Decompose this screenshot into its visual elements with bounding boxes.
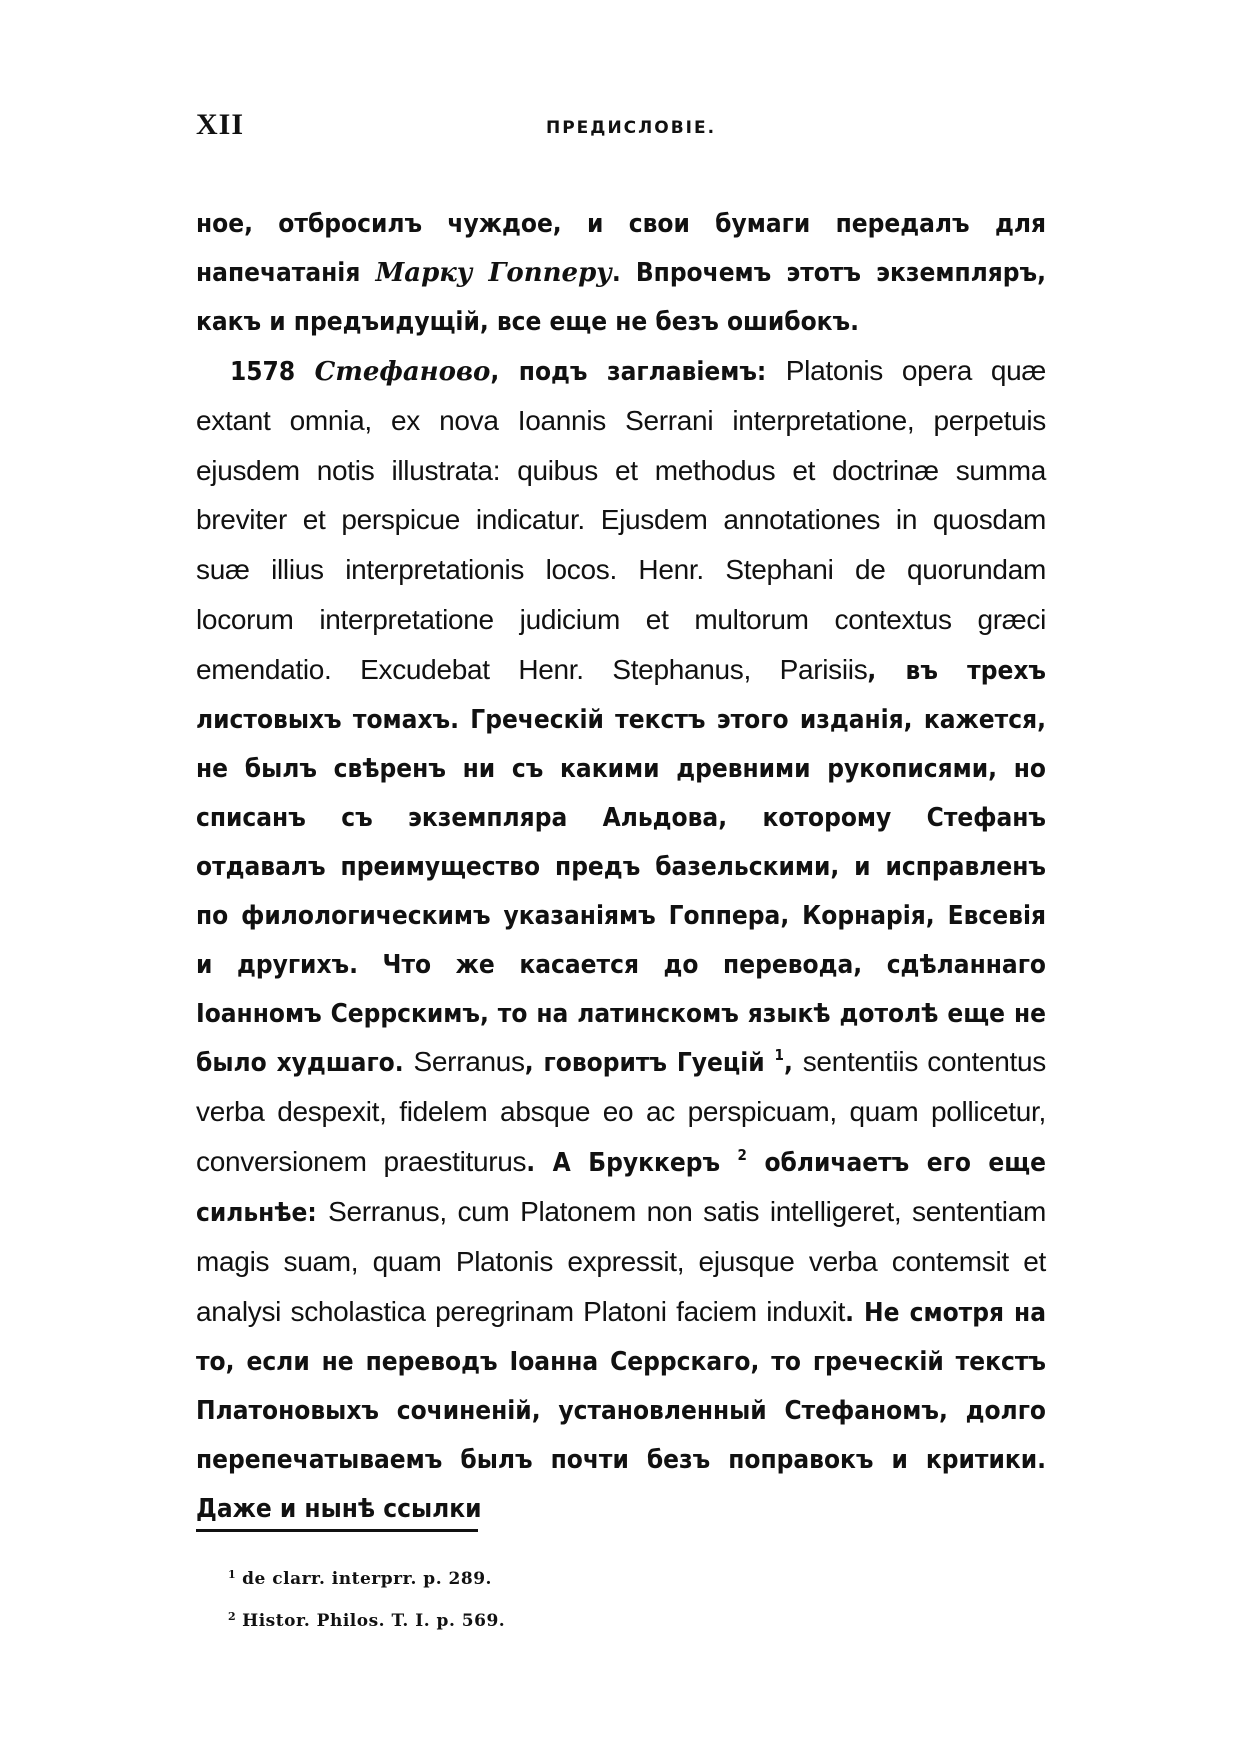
paragraph-stephanus bbox=[196, 347, 1046, 1534]
main-text bbox=[196, 200, 1046, 1533]
footnote-text: Histor. Philos. T. I. p. 569. bbox=[242, 1611, 506, 1631]
text-run: ное, отбросилъ чуждое, и свои бумаги передалъ для напечатанія bbox=[196, 209, 1046, 288]
latin-quote: sententiis contentus verba despexit, fidelem absque eo ac perspicuam, quam pollicetur, conversionem praestiturus bbox=[196, 1046, 1046, 1178]
page-number: XII bbox=[196, 108, 245, 141]
footnote-item bbox=[228, 1598, 505, 1640]
text-run: , bbox=[783, 1048, 803, 1079]
book-page bbox=[196, 108, 1047, 1631]
edition-name: Стефаново bbox=[314, 356, 491, 387]
text-run: , подъ заглавіемъ: bbox=[490, 356, 786, 387]
footnote-ref-2[interactable]: 2 bbox=[737, 1146, 747, 1165]
footnotes bbox=[228, 1556, 505, 1640]
year: 1578 bbox=[230, 356, 315, 387]
person-name: Марку Гопперу bbox=[375, 257, 612, 288]
footnote-mark: 2 bbox=[228, 1610, 237, 1623]
footnote-item bbox=[228, 1556, 505, 1598]
text-run: . Не смотря на то, если не переводъ Іоанна Серрскаго, то греческій текстъ Платоновыхъ сочиненій, установленный Стефаномъ, долго перепечатываемъ былъ почти безъ поправокъ и критики. Даже и нынѣ ссылки bbox=[196, 1297, 1046, 1524]
text-run: обличаетъ его еще сильнѣе: bbox=[196, 1148, 1047, 1229]
latin-quote: Serranus bbox=[413, 1046, 525, 1078]
footnote-divider bbox=[196, 1529, 478, 1532]
page-header bbox=[196, 108, 1046, 152]
footnote-ref-1[interactable]: 1 bbox=[774, 1046, 784, 1065]
footnote-mark: 1 bbox=[228, 1568, 237, 1581]
latin-quote: Serranus, cum Platonem non satis intelligeret, sententiam magis suam, quam Platonis expressit, ejusque verba contemsit et analysi scholastica peregrinam Platoni faciem induxit bbox=[196, 1196, 1046, 1327]
latin-title: Platonis opera quæ extant omnia, ex nova Ioannis Serrani interpretatione, perpetuis ejusdem notis illustrata: quibus et methodus et doctrinæ summa breviter et perspicue indicatur. Ejusdem annotationes in quosdam suæ illius interpretationis locos. Henr. Stephani de quorundam locorum interpretatione judicium et multorum contextus græci emendatio. Excudebat Henr. Stephanus, Parisiis bbox=[196, 354, 1046, 686]
paragraph-continued bbox=[196, 200, 1046, 347]
running-title: ПРЕДИСЛОВІЕ. bbox=[546, 118, 717, 138]
text-run: , въ трехъ листовыхъ томахъ. Греческій текстъ этого изданія, кажется, не былъ свѣренъ ни съ какими древними рукописями, но списанъ съ экземпляра Альдова, которому Стефанъ отдавалъ преимущество предъ базельскими, и исправленъ по филологическимъ указаніямъ Гоппера, Корнарія, Евсевія и другихъ. Что же касается до перевода, сдѣланнаго Іоанномъ Серрскимъ, то на латинскомъ языкѣ дотолѣ еще не было худшаго. bbox=[196, 656, 1046, 1079]
footnote-text: de clarr. interprr. p. 289. bbox=[242, 1569, 492, 1589]
text-run: . А Бруккеръ bbox=[526, 1148, 738, 1179]
text-run: . Впрочемъ этотъ экземпляръ, какъ и предъидущій, все еще не безъ ошибокъ. bbox=[196, 257, 1046, 337]
text-run: , говоритъ Гуецій bbox=[524, 1048, 775, 1079]
